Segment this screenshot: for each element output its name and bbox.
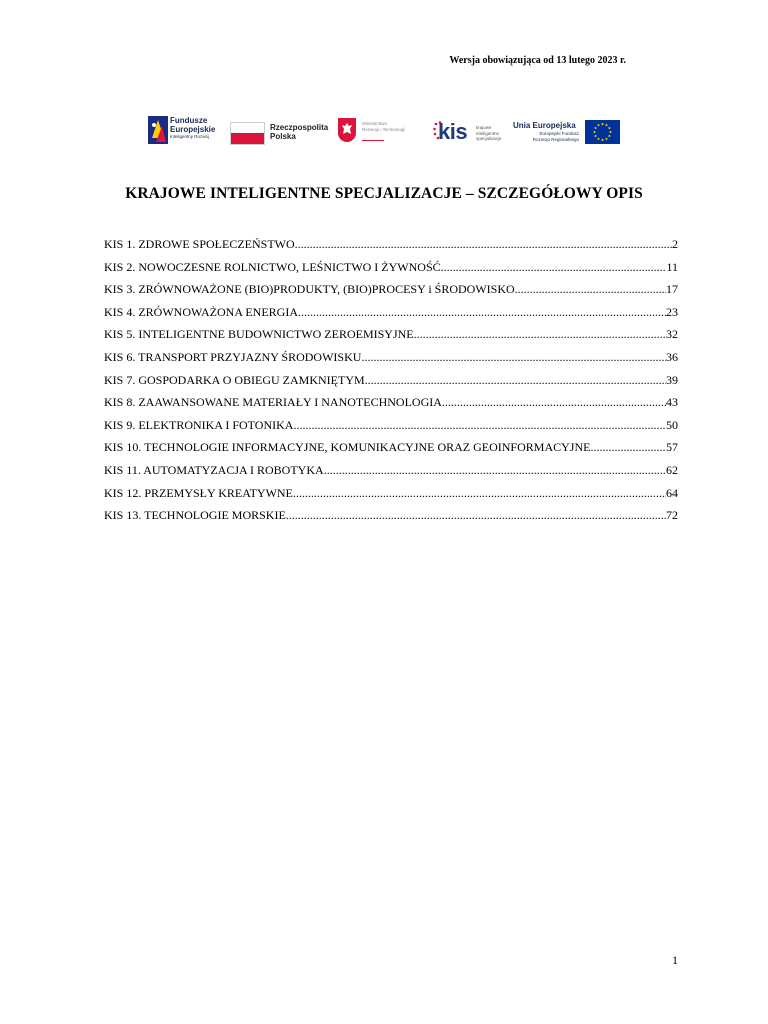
toc-dot-leader — [441, 259, 667, 275]
fundusze-line-3: Inteligentny Rozwój — [170, 134, 210, 139]
fundusze-star-icon — [148, 116, 168, 144]
toc-entry-label: KIS 3. ZRÓWNOWAŻONE (BIO)PRODUKTY, (BIO)PROCESY i ŚRODOWISKO — [104, 282, 515, 297]
kis-mark: kis — [438, 119, 468, 144]
toc-entry-label: KIS 11. AUTOMATYZACJA I ROBOTYKA — [104, 462, 324, 477]
version-note: Wersja obowiązująca od 13 lutego 2023 r. — [449, 55, 626, 66]
toc-dot-leader — [361, 349, 666, 365]
toc-entry-page: 50 — [666, 417, 678, 432]
toc-dot-leader — [590, 439, 666, 455]
toc-entry-label: KIS 12. PRZEMYSŁY KREATYWNE — [104, 485, 293, 500]
rzeczpospolita-line-1: Rzeczpospolita — [270, 123, 329, 132]
toc-entry-label: KIS 1. ZDROWE SPOŁECZEŃSTWO — [104, 237, 295, 251]
toc-entry-label: KIS 9. ELEKTRONIKA I FOTONIKA — [104, 417, 294, 432]
toc-dot-leader — [515, 281, 666, 297]
toc-entry-page: 62 — [666, 462, 678, 477]
rzeczpospolita-line-2: Polska — [270, 132, 296, 141]
kis-logo — [433, 112, 505, 152]
toc-dot-leader — [286, 507, 666, 523]
kis-line-2: inteligentne — [476, 130, 500, 136]
toc-entry-label: KIS 6. TRANSPORT PRZYJAZNY ŚRODOWISKU — [104, 349, 362, 364]
toc-entry-page: 43 — [666, 395, 678, 410]
unia-line-1: Unia Europejska — [513, 121, 576, 130]
eagle-crest-icon — [338, 118, 356, 142]
toc-dot-leader — [442, 394, 666, 410]
toc-entry-page: 23 — [666, 304, 678, 319]
fundusze-line-2: Europejskie — [170, 125, 216, 134]
toc-dot-leader — [295, 236, 672, 252]
toc-dot-leader — [293, 485, 666, 501]
toc-dot-leader — [365, 372, 666, 388]
polish-flag-icon — [230, 122, 265, 145]
toc-entry-page: 2 — [672, 237, 678, 251]
toc-entry-kis-6[interactable] — [104, 349, 678, 372]
unia-europejska-logo — [513, 112, 620, 152]
toc-dot-leader — [324, 462, 666, 478]
toc-entry-label: KIS 13. TECHNOLOGIE MORSKIE — [104, 508, 286, 523]
toc-entry-label: KIS 8. ZAAWANSOWANE MATERIAŁY I NANOTECHNOLOGIA — [104, 395, 442, 410]
rzeczpospolita-polska-logo — [230, 112, 330, 152]
kis-line-1: krajowe — [476, 125, 492, 130]
toc-entry-kis-11[interactable] — [104, 462, 678, 485]
toc-entry-kis-9[interactable] — [104, 417, 678, 440]
ministerstwo-line-2: Rozwoju i Technologii — [362, 127, 406, 132]
unia-line-2: Europejski Fundusz — [539, 131, 579, 136]
toc-entry-page: 39 — [666, 372, 678, 387]
toc-dot-leader — [298, 304, 666, 320]
toc-entry-page: 57 — [666, 440, 678, 455]
toc-entry-kis-10[interactable] — [104, 439, 678, 462]
fundusze-europejskie-logo — [148, 112, 223, 152]
table-of-contents — [104, 236, 678, 530]
page-number: 1 — [672, 953, 678, 967]
toc-dot-leader — [293, 417, 666, 433]
toc-entry-kis-4[interactable] — [104, 304, 678, 327]
toc-entry-kis-13[interactable] — [104, 507, 678, 530]
toc-entry-label: KIS 7. GOSPODARKA O OBIEGU ZAMKNIĘTYM — [104, 372, 365, 387]
toc-entry-page: 11 — [666, 259, 678, 274]
toc-entry-kis-7[interactable] — [104, 372, 678, 395]
toc-entry-kis-1[interactable] — [104, 236, 678, 259]
ministerstwo-line-1: Ministerstwo — [362, 121, 388, 126]
ministerstwo-logo — [338, 112, 426, 152]
fundusze-line-1: Fundusze — [170, 116, 208, 125]
kis-line-3: specjalizacje — [476, 136, 502, 141]
page-title: KRAJOWE INTELIGENTNE SPECJALIZACJE – SZCZEGÓŁOWY OPIS — [125, 185, 643, 202]
unia-line-3: Rozwoju Regionalnego — [532, 137, 579, 142]
toc-entry-label: KIS 5. INTELIGENTNE BUDOWNICTWO ZEROEMISYJNE — [104, 327, 414, 342]
toc-entry-label: KIS 2. NOWOCZESNE ROLNICTWO, LEŚNICTWO I ŻYWNOŚĆ — [104, 259, 441, 274]
eu-flag-icon — [585, 120, 620, 144]
toc-entry-kis-5[interactable] — [104, 326, 678, 349]
toc-entry-page: 17 — [666, 282, 678, 297]
toc-entry-kis-3[interactable] — [104, 281, 678, 304]
toc-dot-leader — [414, 326, 666, 342]
toc-entry-label: KIS 10. TECHNOLOGIE INFORMACYJNE, KOMUNIKACYJNE ORAZ GEOINFORMACYJNE — [104, 440, 591, 455]
toc-entry-kis-8[interactable] — [104, 394, 678, 417]
toc-entry-page: 36 — [666, 349, 678, 364]
toc-entry-page: 72 — [666, 508, 678, 523]
toc-entry-kis-2[interactable] — [104, 259, 678, 282]
toc-entry-page: 64 — [666, 485, 678, 500]
toc-entry-kis-12[interactable] — [104, 485, 678, 508]
toc-entry-label: KIS 4. ZRÓWNOWAŻONA ENERGIA — [104, 304, 298, 319]
logo-bar — [148, 112, 620, 152]
toc-entry-page: 32 — [666, 327, 678, 342]
ministerstwo-divider — [362, 140, 384, 141]
